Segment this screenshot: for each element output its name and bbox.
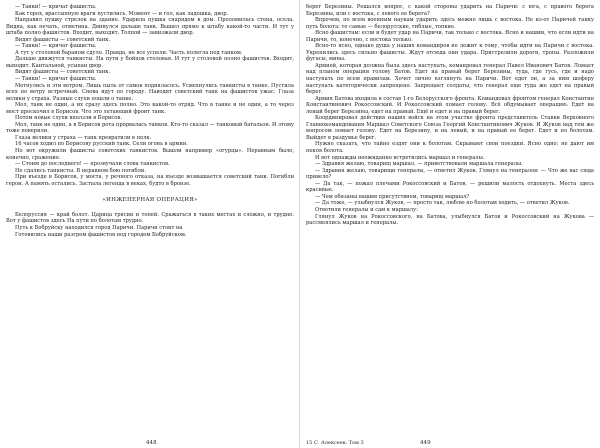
right-page	[306, 4, 594, 448]
paragraph: Направил пушку стрелок на здание. Ударила пушка снарядом в дом. Проломилась стена, осела. Видна, как печать, отметина. Двинулся дальше танк. Вышел прямо к штабу какой-то части. И тут у штаба полно фашистов. Входит, выходит. Толпой — завизжали двор.	[6, 17, 294, 37]
right-page-text	[306, 4, 594, 227]
chapter-heading: «ИНЖЕНЕРНАЯ ОПЕРАЦИЯ»	[102, 197, 198, 204]
paragraph: — Здравия желаю, товарищ маршал, — приветствовали маршала генералы.	[315, 161, 523, 168]
paragraph: — Да так, — пожал плечами Рокоссовский и Батов, — решили малость отдохнуть. Места здесь красивые.	[306, 180, 594, 194]
paragraph: — Стоим до последнего! — прозвучали слова танкистов.	[15, 161, 170, 168]
paragraph: Глаза велики у страха — танк превратили в полк.	[15, 134, 152, 141]
paragraph: Видят фашисты — советский танк.	[15, 69, 111, 76]
left-page-text	[6, 4, 294, 238]
paragraph: Видят фашисты — советский танк.	[15, 36, 111, 43]
paragraph: Армия Батова входила в состав 1-го Белорусского фронта. Командовал фронтом генерал Константин Константинович Рокоссовский. И Рокоссовский ломает голову. Всё обдумывает операцию. Едет на левый берег Березины, едет на правый. Ещё и едет и на правый берег.	[306, 95, 594, 115]
left-page	[6, 4, 294, 448]
paragraph: И вот однажды неожиданно встретились маршал и генералы.	[315, 154, 485, 161]
paragraph: Армией, которая должна была здесь наступать, командовал генерал Павел Иванович Батов. Ломает над планом операции голову Батов. Едет на правый берег Березины, туда, где гусь, где и надо наступать по всем правилам. Хочет лично взглянуть на Паричи. Вот едет он, а за ним шоферу наступать категорически запрещено. Запрещает солдаты, что генерал еще туда же едет на правый берег.	[306, 62, 594, 96]
paragraph: — Танки! — кричат фашисты.	[15, 4, 97, 10]
paragraph: Глянул Жуков на Рокоссовского, на Батова, улыбнулся Батов и Рокоссовский на Жукова — рассмеялись маршал и генералы.	[306, 213, 594, 227]
paragraph: Впрочем, по всем военным наукам ударить здесь можно лишь с востока. Не из-от Паричей танку путь болота: те самые — белорусские, гиблые, топкие.	[306, 17, 594, 30]
paragraph: — Да тоже, — улыбнулся Жуков, — просто так, люблю по болотам ходить, — ответил Жуков.	[315, 200, 570, 207]
paragraph: Как горох, врассыпную враги пустились. Момент — и гол, как ладошка, двор.	[15, 10, 229, 17]
paragraph: При въезде в Борисов, у моста, у речного отказа, на въезде возвышается советский танк. Погибли герои. А память остались. Застыла легенда в веках, будто в бронзе.	[6, 174, 294, 187]
paragraph: Дальше движутся танкисты. На пути у бойцов столовая. И тут у столовой полно фашистов. Входит, выходит. Кантальной, усыпан двор.	[6, 56, 294, 69]
paragraph: — Здравия желаю, товарищи генералы, — ответил Жуков. Глянул на генералов: — Что же вас сюда привело?	[306, 167, 594, 181]
paragraph: Ответили генералы и сам к маршалу:	[315, 206, 418, 213]
paragraph: Готовились наши разгром фашистов под городом Бобруйском.	[15, 231, 187, 238]
paragraph: Ясно-то ясно, однако душа у наших командиров не лежит к тому, чтобы идти на Паричи с востока. Укрепились здесь сильно фашисты. Ждут отсюда они удара. Пристрелили дороги, тропы. Разложили фугасы, мины.	[306, 43, 594, 63]
paragraph: берег Березины. Решался вопрос, с какой стороны ударить на Паричи: с юга, с правого берега Березины, или с востока, с левого ее берега?	[306, 4, 594, 17]
paragraph: Потом новые слухи вползли в Борисов.	[15, 115, 122, 122]
paragraph: 16 часов ходил по Борисову русский танк. Сели огонь в армии.	[15, 141, 188, 148]
paragraph: — Танки! — кричат фашисты.	[15, 76, 97, 83]
paragraph: — Чем обязаны вашим присутствием, товарищ маршал?	[315, 193, 470, 200]
left-page-number: 448	[146, 440, 157, 446]
paragraph: Путь к Бобруйску находился город Паричи. Паричи стоит на	[15, 224, 183, 231]
page-gutter	[299, 0, 300, 448]
paragraph: А тут у столовой бараном сдуло. Правда, не все успели. Часть полегла под танком.	[15, 49, 243, 56]
paragraph: Координировал действия наших войск на этом участке фронта представитель Ставки Верховного Главнокомандования Маршал Советского Союза Георгий Константинович Жуков. И Жуков над тем же вопросом ломает голову. Едет на Березину, и на левый, и на правый ее берег. Едет и по болотам. Выйдет в раздумье берег.	[306, 115, 594, 141]
paragraph: Не сдались танкисты. В неравном бою погибли.	[15, 167, 146, 174]
paragraph: Ясно фашистам: если и будет удар на Паричи, так только с востока. Ясно и нашим, что если идти на Паричи, то, конечно, с востока только.	[306, 30, 594, 43]
paragraph: Но вот окружили фашисты советских танкистов. Вышли например «огурцы». Неравным было, конечно, сражение.	[6, 148, 294, 161]
paragraph: Метнулись и эти ветром. Лишь пыль от самок подняласось. Усмехнулись танкисты в танке. Пустила всех по ветру встречный. Снова идут по городу. Наводит советский танк на фашистов ужас. Глаза велики у страха. Разные слухи пошли о танке.	[6, 82, 294, 102]
paragraph: Мол, танк не один, а их сразу здесь полно. Это какой-то отряд. Что в танке и не один, а то через мост проскочил в Борисов. Что это летающий фронт танк.	[6, 102, 294, 115]
paragraph: Нужно сказать, что тайно ездят они к болотам. Скрывают свои поездки. Ясно одно: не дают им покоя болота.	[306, 141, 594, 155]
paragraph: Белоруссия — край болот. Царица трясин и топей. Сражаться в таких местах и сложно, и трудно. Вот у фашистов здесь На пути по болотам трудно.	[6, 211, 294, 225]
paragraph: — Танки! — кричат фашисты.	[15, 43, 97, 50]
right-page-number: 449	[420, 440, 431, 446]
printer-signature: 15 С. Алексеев. Том 3	[306, 440, 364, 446]
paragraph: Мол, танк не один, а в Борисов рота прорвалась танков. Кто-то сказал — танковый батальон. И этому тоже поверили.	[6, 121, 294, 135]
